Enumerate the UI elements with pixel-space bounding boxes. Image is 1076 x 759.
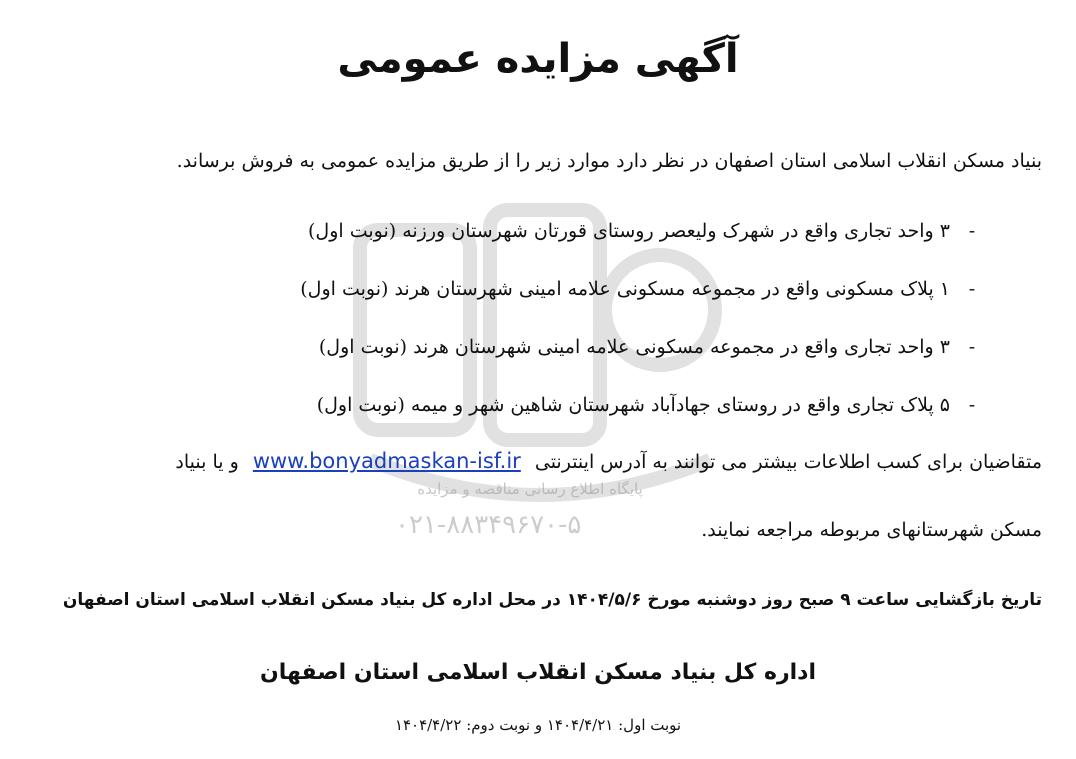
list-item <box>30 336 994 394</box>
list-item <box>30 394 994 452</box>
applicants-text-before: متقاضیان برای کسب اطلاعات بیشتر می توانند به آدرس اینترنتی <box>534 451 1042 473</box>
list-item <box>30 278 994 336</box>
list-dash: - <box>968 394 976 416</box>
list-item-text: ۳ واحد تجاری واقع در شهرک ولیعصر روستای قورتان شهرستان ورزنه (نوبت اول) <box>308 220 950 242</box>
item-list <box>30 220 994 452</box>
applicants-text-after: و یا بنیاد <box>175 451 239 473</box>
intro-paragraph: بنیاد مسکن انقلاب اسلامی استان اصفهان در نظر دارد موارد زیر را از طریق مزایده عمومی به فروش برساند. <box>176 150 1042 172</box>
opening-date: تاریخ بازگشایی ساعت ۹ صبح روز دوشنبه مورخ ۱۴۰۴/۵/۶ در محل اداره کل بنیاد مسکن انقلاب اسلامی استان اصفهان <box>62 590 1042 610</box>
list-item-text: ۳ واحد تجاری واقع در مجموعه مسکونی علامه امینی شهرستان هرند (نوبت اول) <box>318 336 950 358</box>
watermark-phone: ۰۲۱-۸۸۳۴۹۶۷۰-۵ <box>395 510 582 540</box>
list-dash: - <box>968 220 976 242</box>
list-item-text: ۵ پلاک تجاری واقع در روستای جهادآباد شهرستان شاهین شهر و میمه (نوبت اول) <box>316 394 950 416</box>
list-dash: - <box>968 336 976 358</box>
notice-title: آگهی مزایده عمومی <box>337 36 739 82</box>
applicants-line-1 <box>20 449 1042 473</box>
website-link[interactable]: www.bonyadmaskan-isf.ir <box>252 449 521 473</box>
watermark-site-text: پایگاه اطلاع رسانی مناقصه و مزایده <box>417 480 643 498</box>
publication-dates: نوبت اول: ۱۴۰۴/۴/۲۱ و نوبت دوم: ۱۴۰۴/۴/۲۲ <box>394 716 682 734</box>
list-dash: - <box>968 278 976 300</box>
list-item-text: ۱ پلاک مسکونی واقع در مجموعه مسکونی علامه امینی شهرستان هرند (نوبت اول) <box>300 278 950 300</box>
applicants-line-2: مسکن شهرستانهای مربوطه مراجعه نمایند. <box>701 519 1042 541</box>
list-item <box>30 220 994 278</box>
organization-signature: اداره کل بنیاد مسکن انقلاب اسلامی استان اصفهان <box>259 660 817 685</box>
